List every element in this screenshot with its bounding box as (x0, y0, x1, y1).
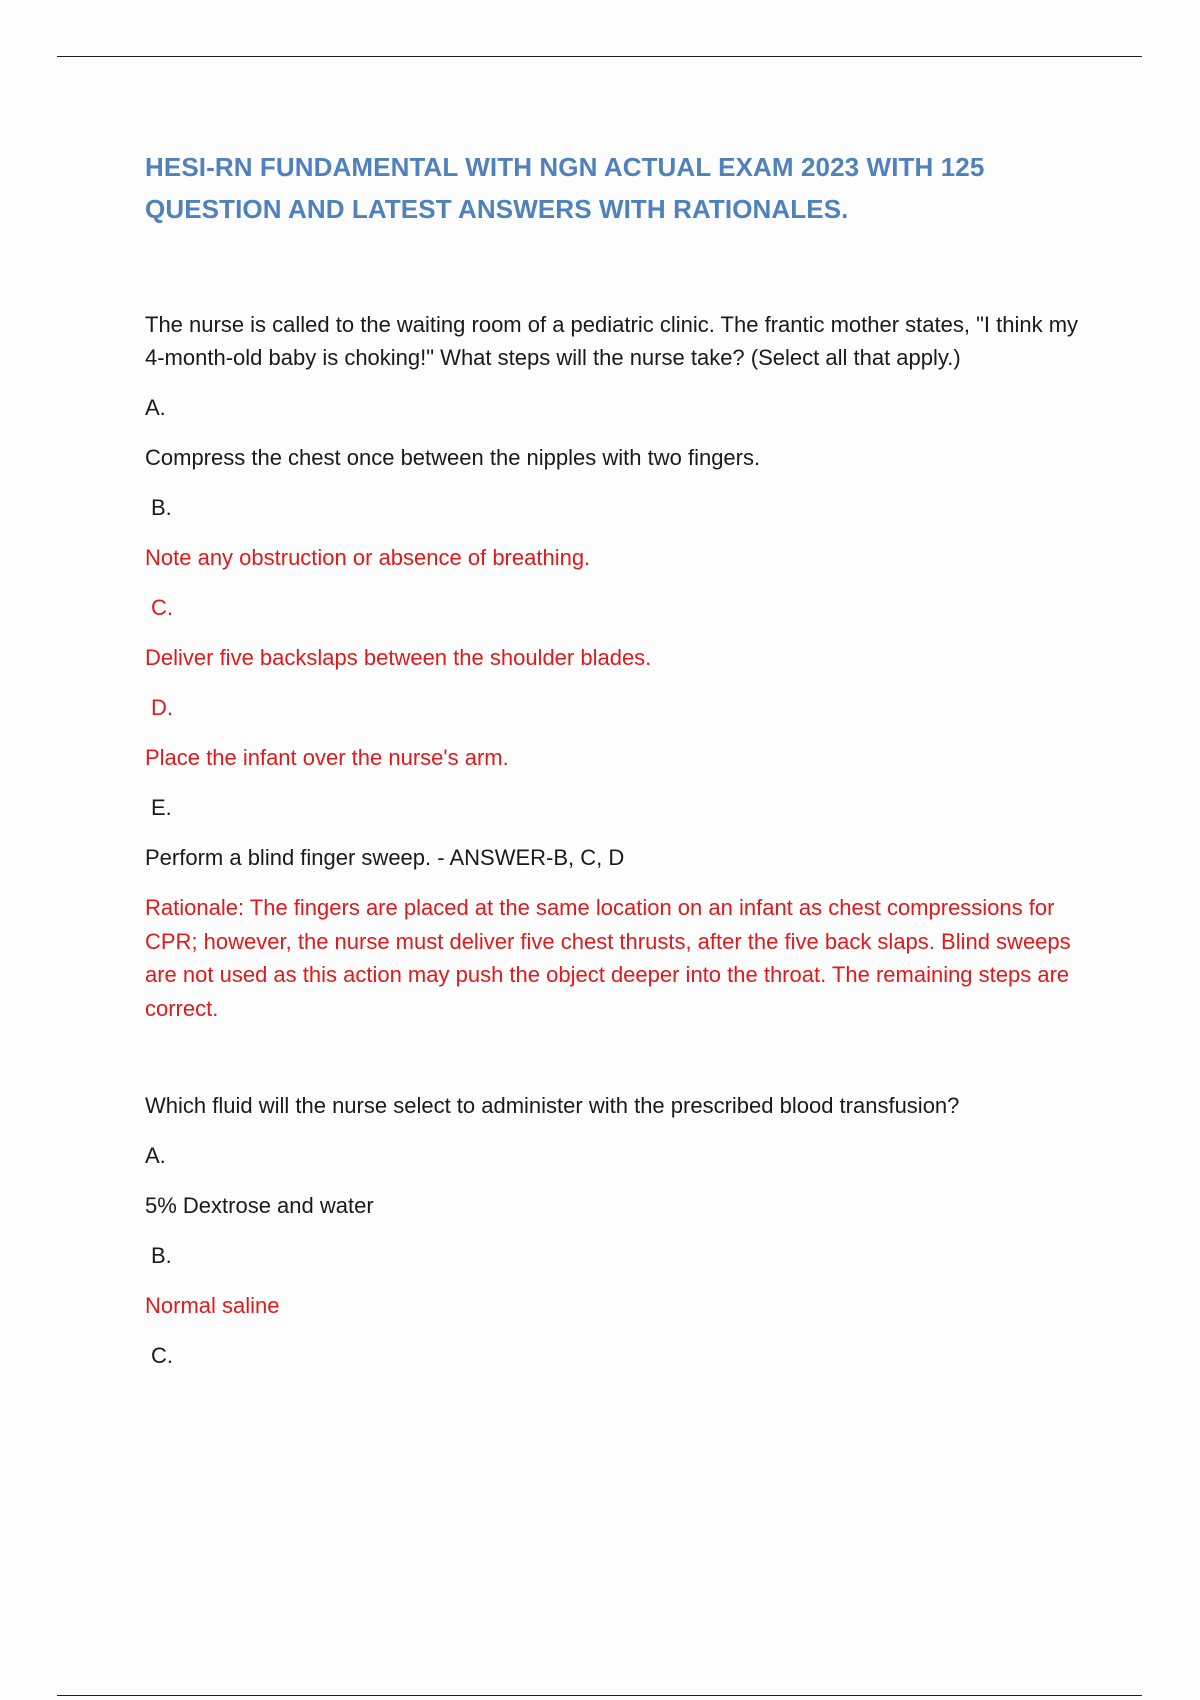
option-letter: B. (151, 1243, 172, 1268)
option-letter: B. (151, 495, 172, 520)
correct-option-letter: D. (151, 695, 173, 720)
question-block (145, 1089, 1090, 1372)
option-text: Compress the chest once between the nipples with two fingers. (145, 445, 761, 470)
document-title: HESI-RN FUNDAMENTAL WITH NGN ACTUAL EXAM 2023 WITH 125 QUESTION AND LATEST ANSWERS WITH RATIONALES. (145, 152, 985, 224)
rationale-text: Rationale: The fingers are placed at the same location on an infant as chest compressions for CPR; however, the nurse must deliver five chest thrusts, after the five back slaps. Blind sweeps are not used as this action may push the object deeper into the throat. The remaining steps are correct. (145, 895, 1071, 1021)
correct-option-text: Deliver five backslaps between the shoulder blades. (145, 645, 652, 670)
option-text: 5% Dextrose and water (145, 1193, 374, 1218)
option-letter: A. (145, 395, 166, 420)
correct-option-letter: C. (151, 595, 173, 620)
correct-option-text: Note any obstruction or absence of breathing. (145, 545, 591, 570)
question-stem: Which fluid will the nurse select to administer with the prescribed blood transfusion? (145, 1093, 960, 1118)
option-text-with-answer: Perform a blind finger sweep. - ANSWER-B, C, D (145, 845, 625, 870)
document-body (145, 146, 1090, 1372)
correct-option-text: Place the infant over the nurse's arm. (145, 745, 509, 770)
footer-rule (57, 1695, 1142, 1696)
option-letter: A. (145, 1143, 166, 1168)
option-letter: C. (151, 1343, 173, 1368)
question-stem: The nurse is called to the waiting room of a pediatric clinic. The frantic mother states, "I think my 4-month-old baby is choking!" What steps will the nurse take? (Select all that apply.) (145, 312, 1079, 370)
question-block (145, 308, 1090, 1025)
header-rule (57, 56, 1142, 57)
option-letter: E. (151, 795, 172, 820)
correct-option-text: Normal saline (145, 1293, 280, 1318)
